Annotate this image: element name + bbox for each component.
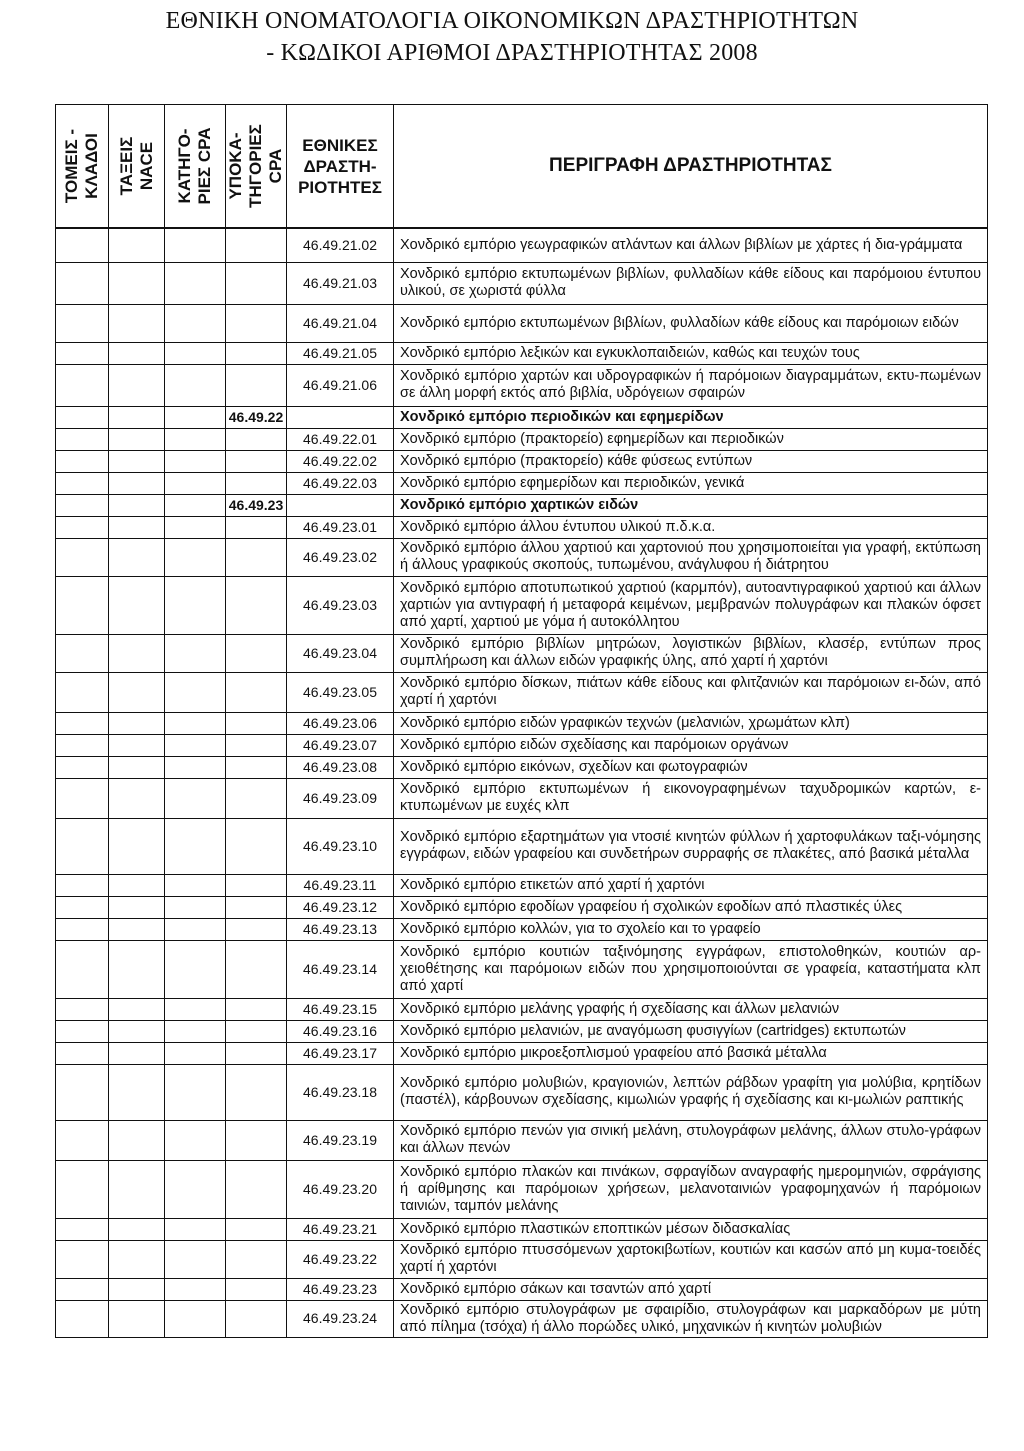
empty-cell xyxy=(56,1120,109,1160)
empty-cell xyxy=(56,998,109,1020)
empty-cell xyxy=(56,428,109,450)
empty-cell xyxy=(56,228,109,262)
national-activity-code: 46.49.23.23 xyxy=(287,1278,394,1300)
empty-cell xyxy=(109,1064,165,1120)
table-row xyxy=(56,450,988,472)
empty-cell xyxy=(226,712,287,734)
empty-cell xyxy=(109,304,165,342)
table-row xyxy=(56,494,988,516)
activity-description: Χονδρικό εμπόριο κουτιών ταξινόμησης εγγράφων, επιστολοθηκών, κουτιών αρ-χειοθέτησης και παρόμοιων ειδών που χρησιμοποιούνται σε γραφεία, καταστήματα κλπ από χαρτί xyxy=(394,940,988,998)
empty-cell xyxy=(165,428,226,450)
table-row xyxy=(56,918,988,940)
empty-cell xyxy=(165,576,226,634)
table-row xyxy=(56,672,988,712)
empty-cell xyxy=(56,1064,109,1120)
national-activity-code: 46.49.23.24 xyxy=(287,1300,394,1337)
table-row xyxy=(56,1120,988,1160)
empty-cell xyxy=(226,1160,287,1218)
activity-description: Χονδρικό εμπόριο δίσκων, πιάτων κάθε είδους και φλιτζανιών και παρόμοιων ει-δών, από χαρτί ή χαρτόνι xyxy=(394,672,988,712)
table-row xyxy=(56,364,988,406)
empty-cell xyxy=(109,428,165,450)
header-description: ΠΕΡΙΓΡΑΦΗ ΔΡΑΣΤΗΡΙΟΤΗΤΑΣ xyxy=(394,105,988,229)
empty-cell xyxy=(109,406,165,428)
national-activity-code: 46.49.21.06 xyxy=(287,364,394,406)
empty-cell xyxy=(226,998,287,1020)
empty-cell xyxy=(165,450,226,472)
empty-cell xyxy=(109,940,165,998)
empty-cell xyxy=(165,778,226,818)
empty-cell xyxy=(109,1160,165,1218)
header-national-activities: ΕΘΝΙΚΕΣ ΔΡΑΣΤΗ- ΡΙΟΤΗΤΕΣ xyxy=(287,105,394,229)
empty-cell xyxy=(56,1240,109,1278)
table-row xyxy=(56,896,988,918)
table-row xyxy=(56,712,988,734)
empty-cell xyxy=(165,1120,226,1160)
empty-cell xyxy=(109,450,165,472)
empty-cell xyxy=(56,472,109,494)
activity-description: Χονδρικό εμπόριο πτυσσόμενων χαρτοκιβωτίων, κουτιών και κασών από μη κυμα-τοειδές χαρτί ή χαρτόνι xyxy=(394,1240,988,1278)
empty-cell xyxy=(165,940,226,998)
empty-cell xyxy=(56,756,109,778)
empty-cell xyxy=(109,1020,165,1042)
empty-cell xyxy=(226,1020,287,1042)
empty-cell xyxy=(56,494,109,516)
table-header-row xyxy=(56,105,988,229)
empty-cell xyxy=(56,538,109,576)
table-row xyxy=(56,538,988,576)
empty-cell xyxy=(109,672,165,712)
empty-cell xyxy=(56,1278,109,1300)
empty-cell xyxy=(109,262,165,304)
national-activity-code: 46.49.23.20 xyxy=(287,1160,394,1218)
empty-cell xyxy=(109,1120,165,1160)
empty-cell xyxy=(165,1064,226,1120)
table-row xyxy=(56,1020,988,1042)
activity-description: Χονδρικό εμπόριο ειδών σχεδίασης και παρόμοιων οργάνων xyxy=(394,734,988,756)
national-activity-code: 46.49.23.03 xyxy=(287,576,394,634)
empty-cell xyxy=(56,778,109,818)
national-activity-code: 46.49.23.14 xyxy=(287,940,394,998)
activity-description: Χονδρικό εμπόριο αποτυπωτικού χαρτιού (καρμπόν), αυτοαντιγραφικού χαρτιού και άλλων χαρτιών για αντιγραφή ή μεταφορά κειμένων, μεμβρανών πολυγράφων και πλακών όφσετ από χαρτί, χαρτιού με γόμα ή αυτοκόλλητου xyxy=(394,576,988,634)
empty-cell xyxy=(165,896,226,918)
empty-cell xyxy=(109,472,165,494)
national-activity-code: 46.49.21.04 xyxy=(287,304,394,342)
table-row xyxy=(56,576,988,634)
empty-cell xyxy=(165,472,226,494)
national-activity-code: 46.49.23.12 xyxy=(287,896,394,918)
empty-cell xyxy=(226,1218,287,1240)
table-row xyxy=(56,1218,988,1240)
empty-cell xyxy=(226,516,287,538)
table-row xyxy=(56,874,988,896)
document-subtitle: - ΚΩΔΙΚΟΙ ΑΡΙΘΜΟΙ ΔΡΑΣΤΗΡΙΟΤΗΤΑΣ 2008 xyxy=(266,40,758,66)
empty-cell xyxy=(109,1218,165,1240)
activity-description: Χονδρικό εμπόριο στυλογράφων με σφαιρίδιο, στυλογράφων και μαρκαδόρων με μύτη από πίλημα (τσόχα) ή άλλο πορώδες υλικό, μηχανικών ή κινητών μολυβιών xyxy=(394,1300,988,1337)
empty-cell xyxy=(56,1218,109,1240)
table-row xyxy=(56,778,988,818)
empty-cell xyxy=(226,672,287,712)
empty-cell xyxy=(226,1064,287,1120)
empty-cell xyxy=(165,1218,226,1240)
empty-cell xyxy=(56,450,109,472)
empty-cell xyxy=(109,538,165,576)
empty-cell xyxy=(165,1300,226,1337)
empty-cell xyxy=(226,450,287,472)
empty-cell xyxy=(226,428,287,450)
empty-cell xyxy=(165,918,226,940)
empty-cell xyxy=(165,634,226,672)
empty-cell xyxy=(165,1020,226,1042)
activity-description: Χονδρικό εμπόριο χαρτικών ειδών xyxy=(394,494,988,516)
empty-cell xyxy=(56,874,109,896)
empty-cell xyxy=(109,818,165,874)
table-row xyxy=(56,1064,988,1120)
empty-cell xyxy=(56,364,109,406)
national-activity-code: 46.49.21.02 xyxy=(287,228,394,262)
empty-cell xyxy=(109,712,165,734)
activity-description: Χονδρικό εμπόριο μελανιών, με αναγόμωση φυσιγγίων (cartridges) εκτυπωτών xyxy=(394,1020,988,1042)
empty-cell xyxy=(56,672,109,712)
national-activity-code: 46.49.22.02 xyxy=(287,450,394,472)
activity-description: Χονδρικό εμπόριο πενών για σινική μελάνη, στυλογράφων μελάνης, άλλων στυλο-γράφων και άλλων πενών xyxy=(394,1120,988,1160)
empty-cell xyxy=(109,1042,165,1064)
national-activity-code: 46.49.23.04 xyxy=(287,634,394,672)
table-row xyxy=(56,756,988,778)
empty-cell xyxy=(165,262,226,304)
empty-cell xyxy=(226,634,287,672)
empty-cell xyxy=(109,228,165,262)
national-activity-code: 46.49.23.02 xyxy=(287,538,394,576)
activity-description: Χονδρικό εμπόριο εκτυπωμένων ή εικονογραφημένων ταχυδρομικών καρτών, ε-κτυπωμένων με ευχές κλπ xyxy=(394,778,988,818)
national-activity-code: 46.49.23.07 xyxy=(287,734,394,756)
national-activity-code: 46.49.23.22 xyxy=(287,1240,394,1278)
table-row xyxy=(56,406,988,428)
national-activity-code: 46.49.21.03 xyxy=(287,262,394,304)
activity-description: Χονδρικό εμπόριο σάκων και τσαντών από χαρτί xyxy=(394,1278,988,1300)
activity-description: Χονδρικό εμπόριο βιβλίων μητρώων, λογιστικών βιβλίων, κλασέρ, εντύπων προς συμπλήρωση και άλλων ειδών γραφικής ύλης, από χαρτί ή χαρτόνι xyxy=(394,634,988,672)
activity-description: Χονδρικό εμπόριο εικόνων, σχεδίων και φωτογραφιών xyxy=(394,756,988,778)
empty-cell xyxy=(109,778,165,818)
table-row xyxy=(56,1042,988,1064)
empty-cell xyxy=(109,516,165,538)
empty-cell xyxy=(109,874,165,896)
empty-cell xyxy=(109,1240,165,1278)
empty-cell xyxy=(226,734,287,756)
empty-cell xyxy=(226,228,287,262)
empty-cell xyxy=(226,364,287,406)
empty-cell xyxy=(165,494,226,516)
activity-description: Χονδρικό εμπόριο πλακών και πινάκων, σφραγίδων αναγραφής ημερομηνιών, σφράγισης ή αρίθμησης και παρόμοιων χρήσεων, μελανοταινιών γραφομηχανών ή παρόμοιων ταινιών, ταμπόν μελάνης xyxy=(394,1160,988,1218)
empty-cell xyxy=(56,634,109,672)
empty-cell xyxy=(109,998,165,1020)
header-cpa-categories: ΚΑΤΗΓΟ- ΡΙΕΣ CPA xyxy=(165,105,226,229)
empty-cell xyxy=(109,756,165,778)
empty-cell xyxy=(56,712,109,734)
national-activity-code: 46.49.23.01 xyxy=(287,516,394,538)
empty-cell xyxy=(56,1020,109,1042)
empty-cell xyxy=(165,364,226,406)
table-row xyxy=(56,1278,988,1300)
empty-cell xyxy=(165,1278,226,1300)
activity-description: Χονδρικό εμπόριο άλλου χαρτιού και χαρτονιού που χρησιμοποιείται για γραφή, εκτύπωση ή άλλους γραφικούς σκοπούς, τυπωμένου, ανάγλυφου ή διάτρητου xyxy=(394,538,988,576)
table-row xyxy=(56,472,988,494)
empty-cell xyxy=(109,494,165,516)
empty-cell xyxy=(165,1042,226,1064)
national-activity-code: 46.49.23.18 xyxy=(287,1064,394,1120)
table-row xyxy=(56,940,988,998)
activity-description: Χονδρικό εμπόριο εξαρτημάτων για ντοσιέ κινητών φύλλων ή χαρτοφυλάκων ταξι-νόμησης εγγράφων, ειδών γραφείου και συνδετήρων συρραφής σε πλακέτες, από βασικά μέταλλα xyxy=(394,818,988,874)
empty-cell xyxy=(56,818,109,874)
national-activity-code: 46.49.23.15 xyxy=(287,998,394,1020)
national-activity-code: 46.49.23.05 xyxy=(287,672,394,712)
national-activity-code: 46.49.22.03 xyxy=(287,472,394,494)
activity-codes-table xyxy=(55,104,988,1338)
empty-cell xyxy=(165,734,226,756)
table-row xyxy=(56,1240,988,1278)
empty-cell xyxy=(56,1300,109,1337)
activity-description: Χονδρικό εμπόριο ετικετών από χαρτί ή χαρτόνι xyxy=(394,874,988,896)
activity-description: Χονδρικό εμπόριο πλαστικών εποπτικών μέσων διδασκαλίας xyxy=(394,1218,988,1240)
empty-cell xyxy=(165,672,226,712)
national-activity-code: 46.49.23.10 xyxy=(287,818,394,874)
cpa-subcategory-code: 46.49.23 xyxy=(226,494,287,516)
empty-cell xyxy=(165,228,226,262)
cpa-subcategory-code: 46.49.22 xyxy=(226,406,287,428)
empty-cell xyxy=(109,1300,165,1337)
empty-cell xyxy=(56,406,109,428)
activity-description: Χονδρικό εμπόριο περιοδικών και εφημερίδων xyxy=(394,406,988,428)
empty-cell xyxy=(109,734,165,756)
table-row xyxy=(56,1300,988,1337)
empty-cell xyxy=(56,1160,109,1218)
empty-cell xyxy=(109,896,165,918)
empty-cell xyxy=(287,494,394,516)
empty-cell xyxy=(165,516,226,538)
activity-description: Χονδρικό εμπόριο μολυβιών, κραγιονιών, λεπτών ράβδων γραφίτη για μολύβια, κρητίδων (παστέλ), κάρβουνων σχεδίασης, κιμωλιών γραφής ή σχεδίασης και κι-μωλιών ραπτικής xyxy=(394,1064,988,1120)
empty-cell xyxy=(165,1240,226,1278)
empty-cell xyxy=(226,918,287,940)
empty-cell xyxy=(56,918,109,940)
header-nace: ΤΑΞΕΙΣ NACE xyxy=(109,105,165,229)
empty-cell xyxy=(109,1278,165,1300)
document-title: ΕΘΝΙΚΗ ΟΝΟΜΑΤΟΛΟΓΙΑ ΟΙΚΟΝΟΜΙΚΩΝ ΔΡΑΣΤΗΡΙΟΤΗΤΩΝ xyxy=(165,8,859,34)
empty-cell xyxy=(226,778,287,818)
activity-description: Χονδρικό εμπόριο μικροεξοπλισμού γραφείου από βασικά μέταλλα xyxy=(394,1042,988,1064)
empty-cell xyxy=(165,818,226,874)
empty-cell xyxy=(56,342,109,364)
table-row xyxy=(56,818,988,874)
empty-cell xyxy=(109,364,165,406)
empty-cell xyxy=(226,472,287,494)
empty-cell xyxy=(226,304,287,342)
activity-description: Χονδρικό εμπόριο εκτυπωμένων βιβλίων, φυλλαδίων κάθε είδους και παρόμοιου έντυπου υλικού, σε χωριστά φύλλα xyxy=(394,262,988,304)
empty-cell xyxy=(165,756,226,778)
national-activity-code: 46.49.23.11 xyxy=(287,874,394,896)
empty-cell xyxy=(226,342,287,364)
empty-cell xyxy=(56,896,109,918)
empty-cell xyxy=(226,896,287,918)
national-activity-code: 46.49.23.16 xyxy=(287,1020,394,1042)
empty-cell xyxy=(226,1042,287,1064)
activity-description: Χονδρικό εμπόριο κολλών, για το σχολείο και το γραφείο xyxy=(394,918,988,940)
national-activity-code: 46.49.23.09 xyxy=(287,778,394,818)
activity-description: Χονδρικό εμπόριο λεξικών και εγκυκλοπαιδειών, καθώς και τευχών τους xyxy=(394,342,988,364)
empty-cell xyxy=(165,342,226,364)
empty-cell xyxy=(165,538,226,576)
empty-cell xyxy=(226,262,287,304)
empty-cell xyxy=(165,712,226,734)
empty-cell xyxy=(56,516,109,538)
header-sections: ΤΟΜΕΙΣ - ΚΛΑΔΟΙ xyxy=(56,105,109,229)
national-activity-code: 46.49.23.21 xyxy=(287,1218,394,1240)
empty-cell xyxy=(109,634,165,672)
empty-cell xyxy=(165,874,226,896)
national-activity-code: 46.49.23.19 xyxy=(287,1120,394,1160)
empty-cell xyxy=(56,940,109,998)
table-row xyxy=(56,428,988,450)
activity-description: Χονδρικό εμπόριο χαρτών και υδρογραφικών ή παρόμοιων διαγραμμάτων, εκτυ-πωμένων σε άλλη μορφή εκτός από βιβλία, υδρόγειων σφαιρών xyxy=(394,364,988,406)
empty-cell xyxy=(109,342,165,364)
empty-cell xyxy=(226,1278,287,1300)
activity-description: Χονδρικό εμπόριο (πρακτορείο) εφημερίδων και περιοδικών xyxy=(394,428,988,450)
table-row xyxy=(56,304,988,342)
header-cpa-subcategories: ΥΠΟΚΑ- ΤΗΓΟΡΙΕΣ CPA xyxy=(226,105,287,229)
empty-cell xyxy=(56,262,109,304)
national-activity-code: 46.49.22.01 xyxy=(287,428,394,450)
empty-cell xyxy=(56,304,109,342)
empty-cell xyxy=(226,538,287,576)
table-row xyxy=(56,516,988,538)
empty-cell xyxy=(165,406,226,428)
empty-cell xyxy=(56,576,109,634)
activity-description: Χονδρικό εμπόριο εφοδίων γραφείου ή σχολικών εφοδίων από πλαστικές ύλες xyxy=(394,896,988,918)
activity-description: Χονδρικό εμπόριο μελάνης γραφής ή σχεδίασης και άλλων μελανιών xyxy=(394,998,988,1020)
table-row xyxy=(56,734,988,756)
table-row xyxy=(56,228,988,262)
national-activity-code: 46.49.23.13 xyxy=(287,918,394,940)
empty-cell xyxy=(109,576,165,634)
national-activity-code: 46.49.21.05 xyxy=(287,342,394,364)
empty-cell xyxy=(165,304,226,342)
empty-cell xyxy=(56,1042,109,1064)
empty-cell xyxy=(226,1240,287,1278)
activity-description: Χονδρικό εμπόριο (πρακτορείο) κάθε φύσεως εντύπων xyxy=(394,450,988,472)
table-row xyxy=(56,262,988,304)
empty-cell xyxy=(226,1300,287,1337)
empty-cell xyxy=(226,940,287,998)
national-activity-code: 46.49.23.17 xyxy=(287,1042,394,1064)
table-row xyxy=(56,1160,988,1218)
activity-description: Χονδρικό εμπόριο εφημερίδων και περιοδικών, γενικά xyxy=(394,472,988,494)
empty-cell xyxy=(226,1120,287,1160)
empty-cell xyxy=(56,734,109,756)
empty-cell xyxy=(226,756,287,778)
activity-description: Χονδρικό εμπόριο εκτυπωμένων βιβλίων, φυλλαδίων κάθε είδους και παρόμοιων ειδών xyxy=(394,304,988,342)
empty-cell xyxy=(287,406,394,428)
table-row xyxy=(56,998,988,1020)
table-row xyxy=(56,634,988,672)
empty-cell xyxy=(226,818,287,874)
empty-cell xyxy=(226,874,287,896)
empty-cell xyxy=(165,1160,226,1218)
empty-cell xyxy=(226,576,287,634)
national-activity-code: 46.49.23.06 xyxy=(287,712,394,734)
activity-description: Χονδρικό εμπόριο ειδών γραφικών τεχνών (μελανιών, χρωμάτων κλπ) xyxy=(394,712,988,734)
empty-cell xyxy=(165,998,226,1020)
national-activity-code: 46.49.23.08 xyxy=(287,756,394,778)
table-row xyxy=(56,342,988,364)
empty-cell xyxy=(109,918,165,940)
activity-description: Χονδρικό εμπόριο άλλου έντυπου υλικού π.δ.κ.α. xyxy=(394,516,988,538)
activity-description: Χονδρικό εμπόριο γεωγραφικών ατλάντων και άλλων βιβλίων με χάρτες ή δια-γράμματα xyxy=(394,228,988,262)
